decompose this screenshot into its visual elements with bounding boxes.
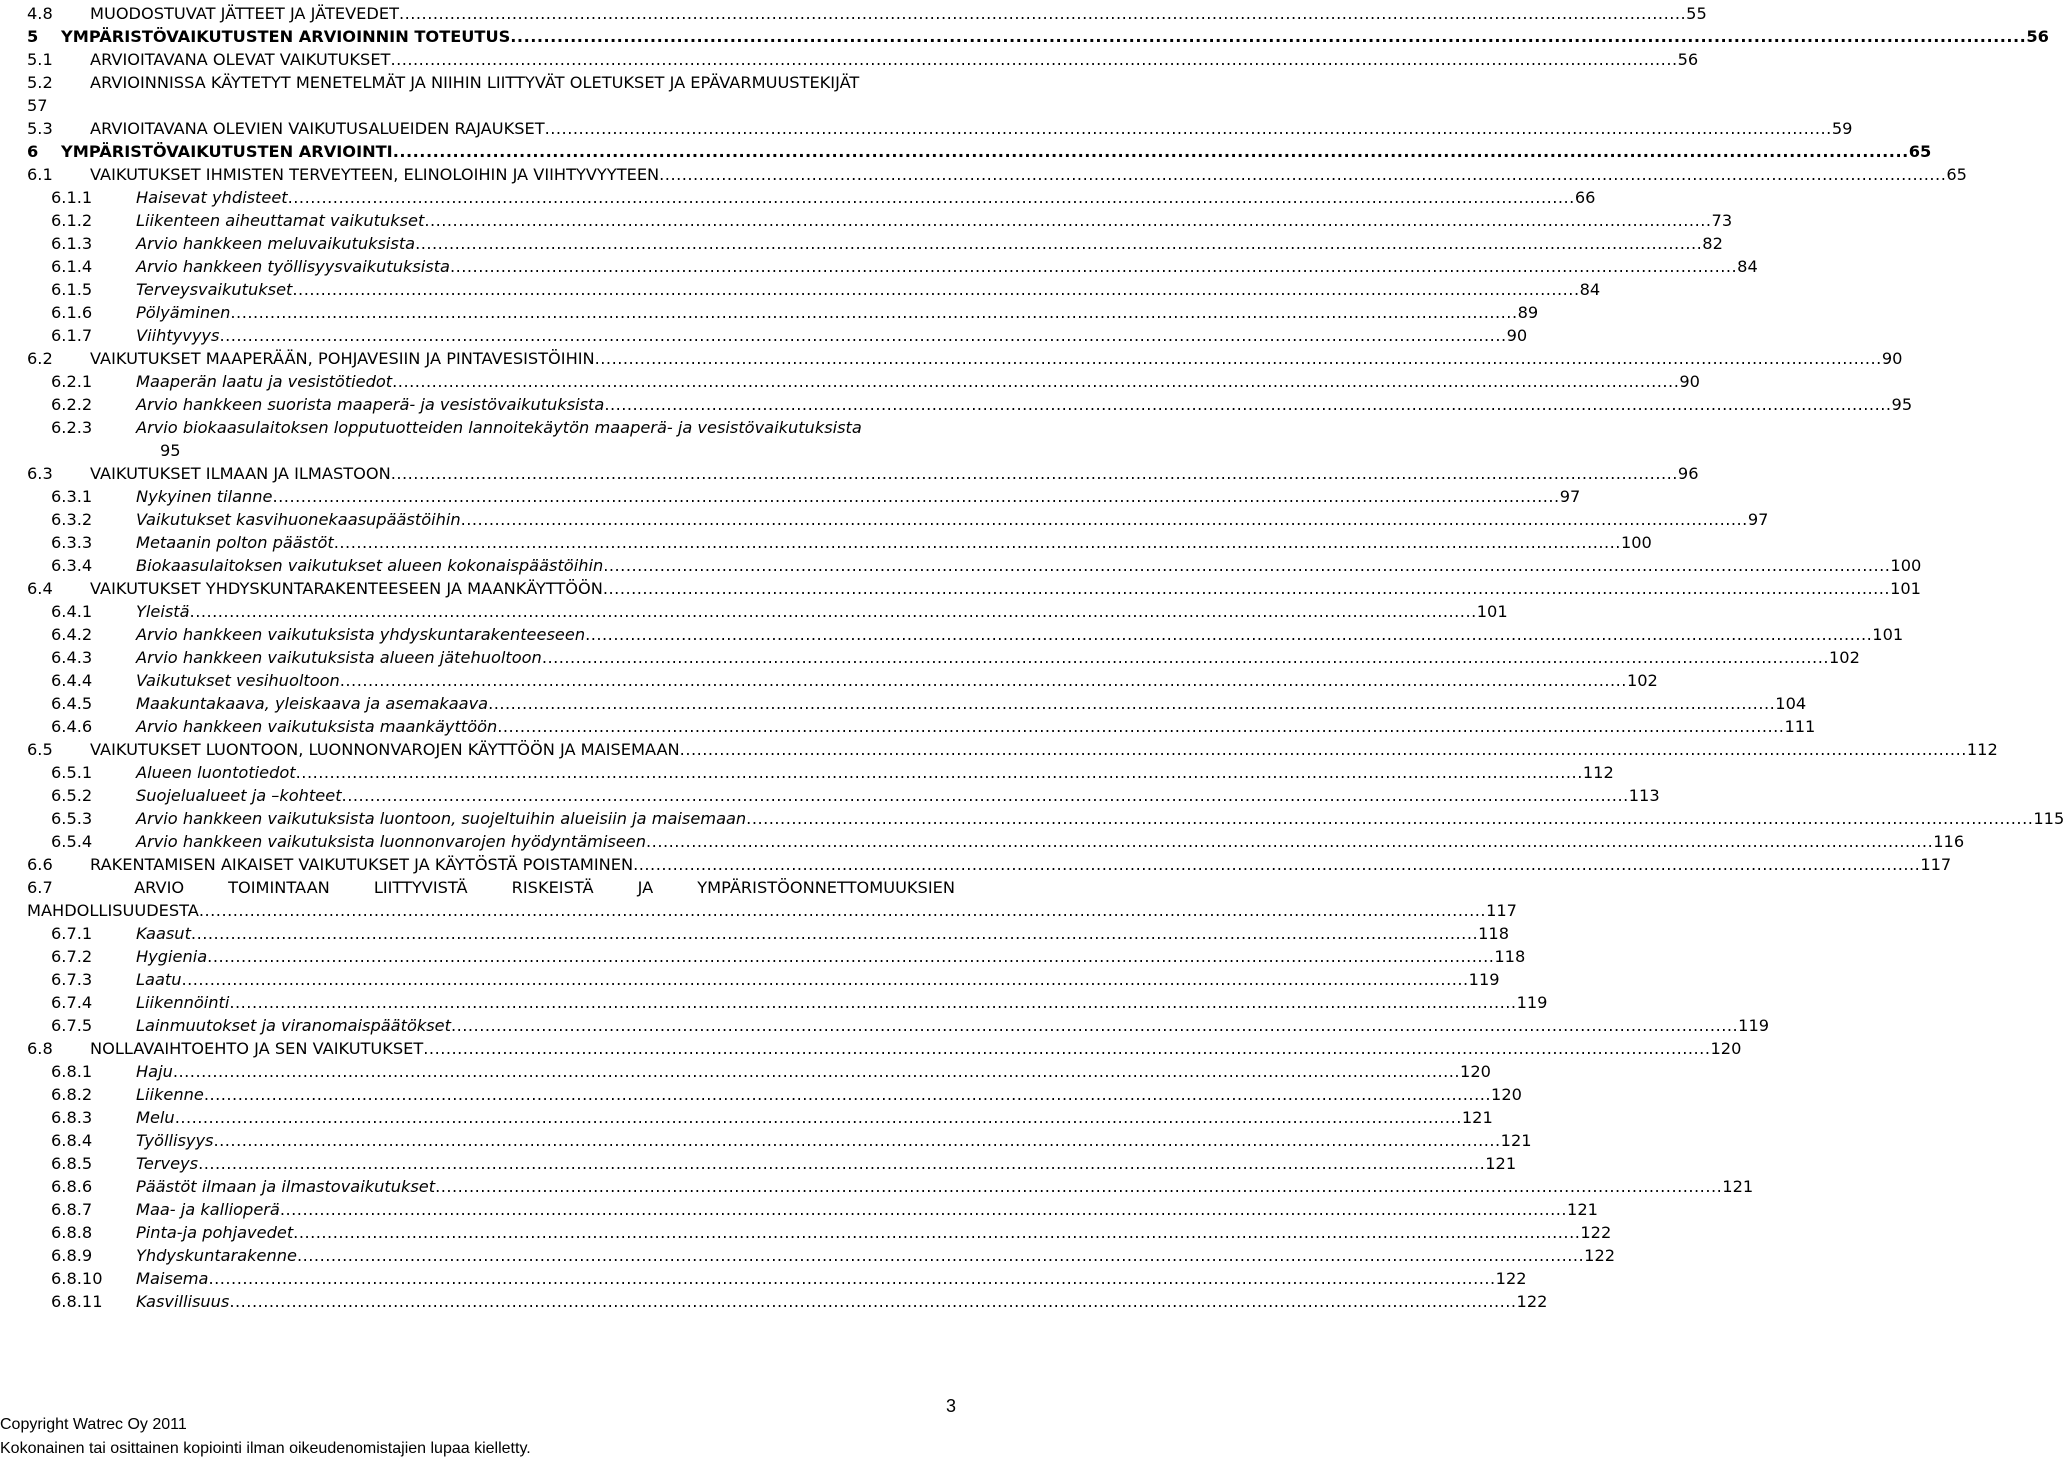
toc-entry-title: Työllisyys	[136, 1131, 214, 1150]
toc-entry-title: Yhdyskuntarakenne	[136, 1246, 297, 1265]
toc-entry[interactable]	[27, 393, 1913, 416]
toc-entry-page: 101	[1890, 579, 1921, 598]
toc-entry-title: ARVIOITAVANA OLEVIEN VAIKUTUSALUEIDEN RAJAUKSET	[90, 119, 545, 138]
toc-entry[interactable]	[27, 646, 1860, 669]
toc-title-word: LIITTYVISTÄ	[373, 878, 468, 897]
toc-entry-number: 6.7.1	[51, 924, 93, 943]
toc-entry-number: 4.8	[27, 4, 53, 23]
toc-entry-page: 102	[1829, 648, 1860, 667]
toc-entry-number: 6.8.11	[51, 1292, 103, 1311]
toc-entry-title: Liikenteen aiheuttamat vaikutukset	[136, 211, 425, 230]
toc-entry-page: 122	[1516, 1292, 1548, 1311]
toc-entry[interactable]	[27, 968, 1500, 991]
toc-leader-dots	[219, 324, 1506, 347]
toc-entry-page: 112	[1582, 763, 1614, 782]
toc-entry-number: 6.8.10	[51, 1269, 103, 1288]
toc-entry-number: 6.3.1	[51, 487, 93, 506]
toc-entry[interactable]	[27, 209, 1733, 232]
toc-entry-title: Vaikutukset vesihuoltoon	[136, 671, 340, 690]
toc-entry-title: Maisema	[136, 1269, 209, 1288]
toc-entry-page: 122	[1580, 1223, 1612, 1242]
toc-entry-page: 113	[1628, 786, 1660, 805]
toc-entry-page: 119	[1516, 993, 1548, 1012]
toc-entry-page: 115	[2033, 809, 2064, 828]
toc-entry[interactable]	[27, 853, 1952, 876]
toc-title-word: ARVIO	[134, 878, 185, 897]
toc-leader-dots	[424, 209, 1711, 232]
toc-entry[interactable]	[27, 347, 1903, 370]
toc-entry[interactable]	[27, 991, 1548, 1014]
toc-entry-title: Arvio hankkeen suorista maaperä- ja vesistövaikutuksista	[136, 395, 605, 414]
toc-entry-title: Yleistä	[136, 602, 190, 621]
toc-entry-title: Hygienia	[136, 947, 208, 966]
toc-entry-number: 6.1.3	[51, 234, 93, 253]
toc-entry-title: Liikenne	[136, 1085, 204, 1104]
toc-entry-title: Arvio hankkeen vaikutuksista alueen jätehuoltoon	[136, 648, 542, 667]
toc-entry-title: Kasvillisuus	[136, 1292, 230, 1311]
toc-leader-dots	[293, 1221, 1580, 1244]
footer	[0, 1413, 531, 1461]
toc-entry-title: Maa- ja kallioperä	[136, 1200, 280, 1219]
toc-title-word: JA	[637, 878, 654, 897]
toc-entry[interactable]	[27, 1267, 1527, 1290]
toc-entry[interactable]	[27, 1152, 1517, 1175]
toc-entry-title: Maaperän laatu ja vesistötiedot	[136, 372, 393, 391]
toc-entry[interactable]	[27, 531, 1652, 554]
toc-entry-title: Arvio hankkeen meluvaikutuksista	[136, 234, 416, 253]
toc-entry[interactable]	[27, 1290, 1548, 1313]
toc-entry-page: 121	[1722, 1177, 1754, 1196]
toc-entry-title: Biokaasulaitoksen vaikutukset alueen kokonaispäästöihin	[136, 556, 604, 575]
toc-entry[interactable]	[27, 1129, 1532, 1152]
toc-entry-title: Viihtyvyys	[136, 326, 220, 345]
toc-entry-number: 6.7.4	[51, 993, 93, 1012]
toc-entry[interactable]	[27, 301, 1539, 324]
toc-entry[interactable]	[27, 2, 1707, 25]
toc-entry-page: 120	[1460, 1062, 1491, 1081]
toc-entry[interactable]	[27, 600, 1508, 623]
toc-leader-dots	[342, 784, 1629, 807]
toc-entry[interactable]	[27, 623, 1904, 646]
toc-entry-title	[27, 876, 955, 899]
toc-entry-page: 101	[1872, 625, 1904, 644]
toc-entry-title: VAIKUTUKSET ILMAAN JA ILMASTOON	[90, 464, 391, 483]
toc-leader-dots	[181, 968, 1468, 991]
toc-entry-page: 56	[1677, 50, 1699, 69]
toc-entry-number: 6.8.5	[51, 1154, 93, 1173]
toc-entry[interactable]	[27, 1244, 1616, 1267]
toc-entry-title: NOLLAVAIHTOEHTO JA SEN VAIKUTUKSET	[90, 1039, 424, 1058]
toc-entry-number: 6.8.2	[51, 1085, 93, 1104]
toc-entry[interactable]	[27, 255, 1758, 278]
toc-leader-dots	[399, 2, 1686, 25]
toc-leader-dots	[207, 945, 1494, 968]
toc-title-word: YMPÄRISTÖONNETTOMUUKSIEN	[697, 878, 955, 897]
toc-entry[interactable]	[27, 416, 955, 462]
toc-entry-number: 6.8.7	[51, 1200, 93, 1219]
toc-entry-title: Pinta-ja pohjavedet	[136, 1223, 294, 1242]
toc-leader-dots	[273, 485, 1560, 508]
toc-entry-page: 118	[1494, 947, 1526, 966]
toc-entry-number: 6.3.2	[51, 510, 93, 529]
toc-title-word: MAHDOLLISUUDESTA	[27, 901, 199, 920]
toc-entry[interactable]	[27, 1106, 1493, 1129]
toc-leader-dots	[423, 1037, 1710, 1060]
toc-entry[interactable]	[27, 25, 2049, 48]
toc-leader-dots	[461, 508, 1748, 531]
toc-entry-page: 89	[1517, 303, 1539, 322]
toc-entry-title: ARVIOITAVANA OLEVAT VAIKUTUKSET	[90, 50, 391, 69]
toc-entry-title: Maakuntakaava, yleiskaava ja asemakaava	[136, 694, 489, 713]
toc-leader-dots	[415, 232, 1702, 255]
toc-entry-page: 118	[1478, 924, 1510, 943]
toc-entry-title: Liikennöinti	[136, 993, 230, 1012]
toc-entry-title: Metaanin polton päästöt	[136, 533, 334, 552]
toc-entry-page: 56	[2026, 27, 2049, 46]
toc-entry[interactable]	[27, 1198, 1598, 1221]
toc-entry-page: 120	[1710, 1039, 1742, 1058]
toc-entry[interactable]	[27, 140, 1932, 163]
toc-entry-page: 59	[1831, 119, 1853, 138]
toc-entry-title: Nykyinen tilanne	[136, 487, 273, 506]
toc-entry-page: 82	[1702, 234, 1723, 253]
toc-entry-title: Arvio biokaasulaitoksen lopputuotteiden lannoitekäytön maaperä- ja vesistövaikutuksista	[136, 418, 862, 437]
toc-leader-dots	[510, 25, 2026, 48]
toc-entry-title: Arvio hankkeen vaikutuksista luontoon, suojeltuihin alueisiin ja maisemaan	[136, 809, 747, 828]
toc-entry-number: 6.5.3	[51, 809, 93, 828]
toc-entry[interactable]	[27, 945, 1526, 968]
toc-entry-number: 6.2	[27, 349, 53, 368]
toc-entry-number: 6.2.1	[51, 372, 93, 391]
toc-entry-number: 6.7.2	[51, 947, 93, 966]
toc-entry-page: 122	[1584, 1246, 1616, 1265]
toc-entry-number: 6.8	[27, 1039, 53, 1058]
toc-entry[interactable]	[27, 1175, 1754, 1198]
toc-leader-dots	[659, 163, 1946, 186]
toc-entry-number: 6.4	[27, 579, 53, 598]
toc-entry-number: 6.1.5	[51, 280, 93, 299]
toc-entry-number: 6.8.9	[51, 1246, 93, 1265]
toc-leader-dots	[199, 899, 1486, 922]
toc-leader-dots	[198, 1152, 1485, 1175]
toc-entry-number: 6.4.5	[51, 694, 93, 713]
toc-leader-dots	[497, 715, 1784, 738]
toc-entry-number: 6.4.3	[51, 648, 93, 667]
toc-entry-title: Melu	[136, 1108, 175, 1127]
toc-leader-dots	[390, 48, 1677, 71]
toc-entry-number: 5.3	[27, 119, 53, 138]
toc-entry-title: Alueen luontotiedot	[136, 763, 296, 782]
toc-entry[interactable]	[27, 1083, 1522, 1106]
toc-entry[interactable]	[27, 1037, 1742, 1060]
footer-notice: Kokonainen tai osittainen kopiointi ilman oikeudenomistajien lupaa kielletty.	[0, 1440, 531, 1457]
toc-entry[interactable]	[27, 232, 1723, 255]
toc-entry-page: 121	[1500, 1131, 1532, 1150]
toc-entry-page: 65	[1908, 142, 1932, 161]
toc-entry-number: 6.8.3	[51, 1108, 93, 1127]
toc-entry[interactable]	[27, 669, 1658, 692]
toc-leader-dots	[542, 646, 1829, 669]
toc-entry[interactable]	[27, 738, 1998, 761]
toc-leader-dots	[229, 1290, 1516, 1313]
toc-entry-number: 6.4.4	[51, 671, 93, 690]
toc-entry-title: Vaikutukset kasvihuonekaasupäästöihin	[136, 510, 461, 529]
toc-leader-dots	[392, 370, 1679, 393]
toc-leader-dots	[173, 1060, 1460, 1083]
toc-entry[interactable]	[27, 715, 1816, 738]
toc-leader-dots	[603, 577, 1890, 600]
toc-entry-page: 95	[1891, 395, 1913, 414]
toc-entry-number: 6.1	[27, 165, 53, 184]
toc-entry-title: Arvio hankkeen työllisyysvaikutuksista	[136, 257, 450, 276]
toc-entry[interactable]	[27, 324, 1528, 347]
toc-entry-page: 84	[1579, 280, 1601, 299]
toc-leader-dots	[288, 186, 1575, 209]
toc-entry[interactable]	[27, 71, 955, 117]
toc-entry-page: 117	[1920, 855, 1952, 874]
toc-leader-dots	[230, 301, 1517, 324]
toc-entry-page: 90	[1881, 349, 1903, 368]
toc-entry-page: 111	[1784, 717, 1816, 736]
toc-leader-dots	[604, 393, 1891, 416]
toc-entry-number: 6.3.4	[51, 556, 93, 575]
toc-entry[interactable]	[27, 830, 1965, 853]
toc-entry-title: Terveysvaikutukset	[136, 280, 293, 299]
toc-leader-dots	[545, 117, 1832, 140]
footer-copyright: Copyright Watrec Oy 2011	[0, 1416, 187, 1433]
toc-entry[interactable]	[27, 186, 1596, 209]
toc-entry-number: 6.8.4	[51, 1131, 93, 1150]
table-of-contents	[27, 2, 2064, 1313]
toc-entry[interactable]	[27, 692, 1807, 715]
toc-entry-title: Arvio hankkeen vaikutuksista maankäyttöön	[136, 717, 498, 736]
toc-entry-number: 6.1.4	[51, 257, 93, 276]
toc-leader-dots	[603, 554, 1890, 577]
toc-entry[interactable]	[27, 807, 2064, 830]
toc-entry-page: 121	[1461, 1108, 1493, 1127]
toc-entry[interactable]	[27, 1060, 1491, 1083]
toc-entry-number: 6.5.2	[51, 786, 93, 805]
toc-entry[interactable]	[27, 554, 1922, 577]
toc-entry-number: 6.6	[27, 855, 53, 874]
toc-entry[interactable]	[27, 922, 1510, 945]
toc-entry-page: 90	[1679, 372, 1700, 391]
toc-leader-dots	[595, 347, 1882, 370]
toc-entry[interactable]	[27, 784, 1660, 807]
toc-entry[interactable]	[27, 278, 1601, 301]
toc-entry[interactable]	[27, 163, 1967, 186]
toc-entry-title: Päästöt ilmaan ja ilmastovaikutukset	[136, 1177, 436, 1196]
toc-entry-title: RAKENTAMISEN AIKAISET VAIKUTUKSET JA KÄYTÖSTÄ POISTAMINEN	[90, 855, 634, 874]
toc-entry-number: 6.5.1	[51, 763, 93, 782]
toc-entry-number: 6.1.6	[51, 303, 93, 322]
toc-entry-title: Pölyäminen	[136, 303, 231, 322]
toc-leader-dots	[680, 738, 1967, 761]
toc-entry-number: 6.2.2	[51, 395, 93, 414]
toc-entry-title: ARVIOINNISSA KÄYTETYT MENETELMÄT JA NIIHIN LIITTYVÄT OLETUKSET JA EPÄVARMUUSTEKIJÄT	[90, 73, 860, 92]
toc-entry-page: 84	[1737, 257, 1758, 276]
toc-entry-page: 97	[1559, 487, 1581, 506]
toc-entry-page: 97	[1747, 510, 1769, 529]
toc-entry[interactable]	[27, 117, 1853, 140]
toc-entry-title: Lainmuutokset ja viranomaispäätökset	[136, 1016, 451, 1035]
toc-leader-dots	[488, 692, 1775, 715]
toc-entry-page: 55	[1686, 4, 1707, 23]
toc-entry-page: 90	[1506, 326, 1528, 345]
toc-entry-number: 5	[27, 27, 39, 46]
toc-entry[interactable]	[27, 1221, 1612, 1244]
toc-entry-number: 5.2	[27, 73, 53, 92]
toc-leader-dots	[340, 669, 1627, 692]
toc-entry-page: 102	[1626, 671, 1658, 690]
toc-entry-title: VAIKUTUKSET YHDYSKUNTARAKENTEESEEN JA MAANKÄYTTÖÖN	[90, 579, 603, 598]
toc-entry-page: 119	[1468, 970, 1500, 989]
toc-entry-number: 6.8.1	[51, 1062, 93, 1081]
toc-leader-dots	[229, 991, 1516, 1014]
toc-title-word: RISKEISTÄ	[511, 878, 594, 897]
toc-entry-page: 119	[1738, 1016, 1770, 1035]
page-number: 3	[945, 1396, 956, 1416]
toc-entry-page: 101	[1476, 602, 1508, 621]
toc-entry[interactable]	[27, 577, 1921, 600]
toc-entry-page: 122	[1495, 1269, 1527, 1288]
toc-leader-dots	[213, 1129, 1500, 1152]
toc-leader-dots	[296, 761, 1583, 784]
toc-entry-number: 6.2.3	[51, 418, 93, 437]
toc-leader-dots	[391, 462, 1678, 485]
toc-title-word: TOIMINTAAN	[228, 878, 330, 897]
toc-leader-dots	[297, 1244, 1584, 1267]
toc-entry-title: Kaasut	[136, 924, 191, 943]
toc-leader-dots	[585, 623, 1872, 646]
toc-entry-number: 6.4.2	[51, 625, 93, 644]
toc-entry-page: 66	[1574, 188, 1596, 207]
toc-entry[interactable]	[27, 370, 1700, 393]
toc-leader-dots	[646, 830, 1933, 853]
toc-entry[interactable]	[27, 462, 1699, 485]
toc-entry-number: 6.1.1	[51, 188, 93, 207]
toc-entry-title: VAIKUTUKSET LUONTOON, LUONNONVAROJEN KÄYTTÖÖN JA MAISEMAAN	[90, 740, 680, 759]
toc-entry-title: VAIKUTUKSET IHMISTEN TERVEYTEEN, ELINOLOIHIN JA VIIHTYVYYTEEN	[90, 165, 660, 184]
toc-entry-number: 6.7.5	[51, 1016, 93, 1035]
toc-entry-number: 6.3	[27, 464, 53, 483]
toc-entry-page: 121	[1567, 1200, 1598, 1219]
toc-entry-page: 95	[160, 441, 181, 460]
toc-leader-dots	[190, 600, 1477, 623]
toc-entry-number: 6.1.2	[51, 211, 93, 230]
toc-entry-page: 100	[1890, 556, 1922, 575]
toc-entry-title: Haju	[136, 1062, 173, 1081]
toc-entry-number: 6.8.8	[51, 1223, 93, 1242]
toc-leader-dots	[393, 140, 1909, 163]
toc-entry[interactable]	[27, 1014, 1770, 1037]
toc-entry-title: YMPÄRISTÖVAIKUTUSTEN ARVIOINNIN TOTEUTUS	[61, 27, 511, 46]
toc-leader-dots	[292, 278, 1579, 301]
toc-entry-page: 112	[1966, 740, 1998, 759]
toc-leader-dots	[175, 1106, 1462, 1129]
toc-entry-page: 121	[1485, 1154, 1517, 1173]
toc-entry-number: 6	[27, 142, 39, 161]
toc-leader-dots	[280, 1198, 1567, 1221]
toc-entry[interactable]	[27, 48, 1699, 71]
toc-entry-page: 120	[1491, 1085, 1522, 1104]
toc-entry-title: Arvio hankkeen vaikutuksista yhdyskuntarakenteeseen	[136, 625, 586, 644]
toc-entry-title: Suojelualueet ja –kohteet	[136, 786, 342, 805]
toc-entry-page: 117	[1486, 901, 1517, 920]
toc-entry-page: 104	[1775, 694, 1807, 713]
toc-entry[interactable]	[27, 508, 1769, 531]
toc-entry-page: 100	[1620, 533, 1652, 552]
toc-leader-dots	[633, 853, 1920, 876]
toc-entry-title: MUODOSTUVAT JÄTTEET JA JÄTEVEDET	[90, 4, 399, 23]
toc-entry-number: 6.8.6	[51, 1177, 93, 1196]
toc-entry-number: 6.7	[27, 878, 53, 897]
toc-leader-dots	[435, 1175, 1722, 1198]
toc-entry-page: 73	[1711, 211, 1733, 230]
toc-leader-dots	[208, 1267, 1495, 1290]
toc-entry-title: VAIKUTUKSET MAAPERÄÄN, POHJAVESIIN JA PINTAVESISTÖIHIN	[90, 349, 595, 368]
toc-entry-number: 6.1.7	[51, 326, 93, 345]
toc-entry-title: Arvio hankkeen vaikutuksista luonnonvarojen hyödyntämiseen	[136, 832, 647, 851]
toc-entry-number: 6.5	[27, 740, 53, 759]
toc-leader-dots	[191, 922, 1478, 945]
toc-entry-page: 57	[27, 96, 48, 115]
toc-entry-page: 65	[1946, 165, 1967, 184]
toc-entry-number: 6.3.3	[51, 533, 93, 552]
toc-entry-page: 96	[1677, 464, 1699, 483]
toc-entry-title: Terveys	[136, 1154, 199, 1173]
toc-entry-number: 6.5.4	[51, 832, 93, 851]
toc-entry[interactable]	[27, 761, 1614, 784]
toc-leader-dots	[334, 531, 1621, 554]
toc-entry-page: 116	[1933, 832, 1965, 851]
toc-entry-title: Laatu	[136, 970, 182, 989]
toc-entry-number: 5.1	[27, 50, 53, 69]
toc-entry-number: 6.4.6	[51, 717, 93, 736]
toc-leader-dots	[746, 807, 2033, 830]
toc-leader-dots	[450, 255, 1737, 278]
toc-leader-dots	[451, 1014, 1738, 1037]
toc-entry[interactable]	[27, 485, 1581, 508]
toc-entry-number: 6.4.1	[51, 602, 93, 621]
toc-entry-number: 6.7.3	[51, 970, 93, 989]
toc-leader-dots	[204, 1083, 1491, 1106]
toc-entry[interactable]	[27, 876, 1517, 922]
toc-entry-title: YMPÄRISTÖVAIKUTUSTEN ARVIOINTI	[61, 142, 393, 161]
toc-entry-title: Haisevat yhdisteet	[136, 188, 288, 207]
